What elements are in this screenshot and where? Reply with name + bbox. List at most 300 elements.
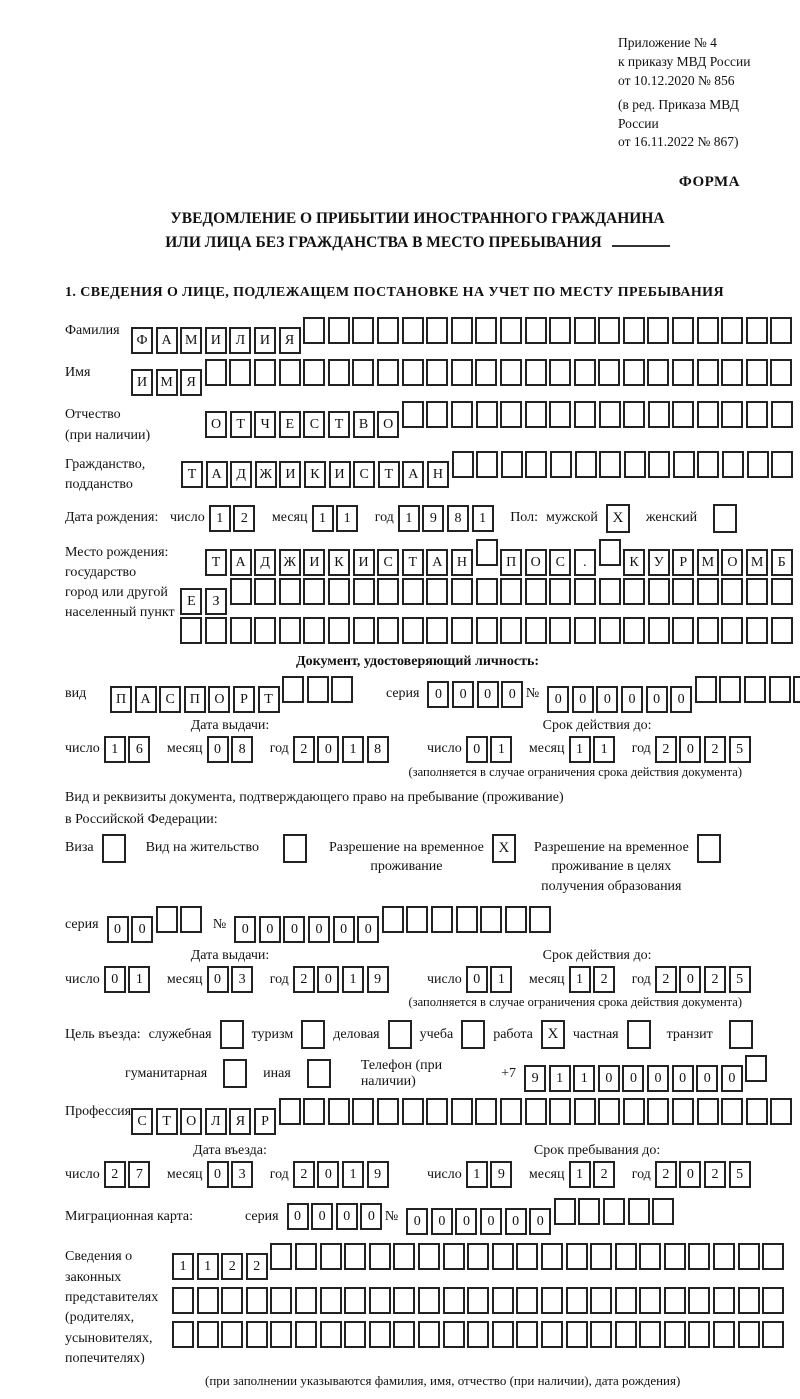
char-box[interactable]: Т [156,1108,178,1135]
char-box[interactable] [246,1321,268,1348]
char-box[interactable]: 0 [360,1203,382,1230]
char-box[interactable]: 3 [231,966,253,993]
char-box[interactable] [746,359,768,386]
char-box[interactable] [697,617,719,644]
char-box[interactable] [475,1098,497,1125]
char-box[interactable]: Д [230,461,252,488]
char-box[interactable]: 8 [367,736,389,763]
char-box[interactable] [574,359,596,386]
char-box[interactable]: 0 [104,966,126,993]
char-box[interactable]: 1 [569,736,591,763]
char-box[interactable] [697,317,719,344]
char-box[interactable] [505,906,527,933]
char-box[interactable] [480,906,502,933]
char-box[interactable]: 1 [549,1065,571,1092]
char-box[interactable] [695,676,717,703]
char-box[interactable]: У [648,549,670,576]
char-box[interactable]: 1 [336,505,358,532]
char-box[interactable]: 0 [317,966,339,993]
char-box[interactable] [476,617,498,644]
char-box[interactable] [664,1287,686,1314]
char-box[interactable]: С [377,549,399,576]
char-box[interactable]: С [131,1108,153,1135]
char-box[interactable]: 1 [128,966,150,993]
char-box[interactable] [549,359,571,386]
residence-permit-checkbox[interactable] [283,834,307,863]
char-box[interactable]: 1 [490,966,512,993]
char-box[interactable] [254,359,276,386]
char-box[interactable] [639,1321,661,1348]
char-box[interactable] [697,451,719,478]
char-box[interactable]: И [279,461,301,488]
char-box[interactable]: 1 [342,966,364,993]
char-box[interactable]: Ж [255,461,277,488]
char-box[interactable]: И [254,327,276,354]
char-box[interactable]: Н [427,461,449,488]
char-box[interactable]: 1 [573,1065,595,1092]
char-box[interactable] [156,906,178,933]
purpose-work-checkbox[interactable]: X [541,1020,565,1049]
char-box[interactable] [598,359,620,386]
char-box[interactable] [762,1243,784,1270]
char-box[interactable]: 1 [569,1161,591,1188]
char-box[interactable] [229,359,251,386]
char-box[interactable]: О [180,1108,202,1135]
char-box[interactable]: 0 [646,686,668,713]
char-box[interactable] [270,1243,292,1270]
char-box[interactable]: 0 [647,1065,669,1092]
char-box[interactable] [451,401,473,428]
char-box[interactable]: 0 [317,1161,339,1188]
char-box[interactable]: 0 [622,1065,644,1092]
char-box[interactable] [599,617,621,644]
char-box[interactable] [541,1287,563,1314]
char-box[interactable] [418,1243,440,1270]
char-box[interactable]: 0 [311,1203,333,1230]
char-box[interactable]: 0 [259,916,281,943]
char-box[interactable] [721,317,743,344]
char-box[interactable]: И [303,549,325,576]
char-box[interactable] [197,1287,219,1314]
char-box[interactable] [549,617,571,644]
char-box[interactable]: 1 [312,505,334,532]
char-box[interactable] [590,1321,612,1348]
char-box[interactable] [500,359,522,386]
char-box[interactable] [793,676,800,703]
char-box[interactable]: К [623,549,645,576]
char-box[interactable]: 0 [107,916,129,943]
char-box[interactable]: М [697,549,719,576]
char-box[interactable] [771,617,793,644]
char-box[interactable] [402,578,424,605]
char-box[interactable]: 1 [342,736,364,763]
char-box[interactable] [598,317,620,344]
char-box[interactable]: 0 [679,736,701,763]
char-box[interactable] [549,578,571,605]
char-box[interactable] [492,1243,514,1270]
char-box[interactable] [303,578,325,605]
char-box[interactable]: О [721,549,743,576]
char-box[interactable] [771,451,793,478]
char-box[interactable] [549,317,571,344]
char-box[interactable]: 0 [207,736,229,763]
char-box[interactable]: 7 [128,1161,150,1188]
char-box[interactable] [282,676,304,703]
char-box[interactable]: З [205,588,227,615]
char-box[interactable]: Б [771,549,793,576]
char-box[interactable] [574,578,596,605]
char-box[interactable] [672,1098,694,1125]
char-box[interactable]: А [230,549,252,576]
char-box[interactable]: 2 [704,966,726,993]
char-box[interactable] [566,1287,588,1314]
char-box[interactable]: Р [254,1108,276,1135]
char-box[interactable] [738,1243,760,1270]
purpose-private-checkbox[interactable] [627,1020,651,1049]
char-box[interactable] [719,676,741,703]
char-box[interactable]: 1 [569,966,591,993]
char-box[interactable] [303,317,325,344]
char-box[interactable]: Т [328,411,350,438]
char-box[interactable] [254,617,276,644]
char-box[interactable] [467,1243,489,1270]
char-box[interactable]: 2 [246,1253,268,1280]
char-box[interactable] [745,1055,767,1082]
char-box[interactable]: Ж [279,549,301,576]
char-box[interactable]: 0 [598,1065,620,1092]
char-box[interactable]: 2 [593,966,615,993]
char-box[interactable]: 0 [317,736,339,763]
char-box[interactable]: 0 [452,681,474,708]
char-box[interactable] [516,1243,538,1270]
purpose-other-checkbox[interactable] [307,1059,331,1088]
char-box[interactable] [549,1098,571,1125]
char-box[interactable] [295,1321,317,1348]
char-box[interactable]: 0 [427,681,449,708]
char-box[interactable] [352,1098,374,1125]
char-box[interactable] [713,1287,735,1314]
char-box[interactable]: 0 [466,966,488,993]
char-box[interactable] [623,578,645,605]
char-box[interactable] [647,1098,669,1125]
char-box[interactable] [246,1287,268,1314]
char-box[interactable]: 2 [104,1161,126,1188]
char-box[interactable]: А [426,549,448,576]
char-box[interactable] [554,1198,576,1225]
char-box[interactable]: Т [181,461,203,488]
char-box[interactable]: 3 [231,1161,253,1188]
char-box[interactable]: М [746,549,768,576]
char-box[interactable] [279,578,301,605]
char-box[interactable] [426,1098,448,1125]
char-box[interactable] [566,1321,588,1348]
char-box[interactable]: 2 [704,736,726,763]
char-box[interactable]: О [525,549,547,576]
char-box[interactable]: Т [402,549,424,576]
char-box[interactable] [598,1098,620,1125]
char-box[interactable]: 0 [406,1208,428,1235]
char-box[interactable] [574,1098,596,1125]
char-box[interactable] [418,1321,440,1348]
char-box[interactable] [738,1321,760,1348]
char-box[interactable] [500,617,522,644]
char-box[interactable] [426,359,448,386]
char-box[interactable] [295,1287,317,1314]
char-box[interactable] [467,1287,489,1314]
char-box[interactable] [771,578,793,605]
char-box[interactable] [672,578,694,605]
char-box[interactable] [639,1243,661,1270]
char-box[interactable] [721,1098,743,1125]
char-box[interactable]: 1 [593,736,615,763]
char-box[interactable] [456,906,478,933]
char-box[interactable] [426,317,448,344]
char-box[interactable] [172,1321,194,1348]
char-box[interactable]: И [131,369,153,396]
char-box[interactable]: 0 [283,916,305,943]
edu-permit-checkbox[interactable] [697,834,721,863]
char-box[interactable] [615,1287,637,1314]
char-box[interactable] [270,1287,292,1314]
char-box[interactable] [303,359,325,386]
char-box[interactable] [721,578,743,605]
char-box[interactable] [344,1287,366,1314]
char-box[interactable] [431,906,453,933]
char-box[interactable] [320,1287,342,1314]
char-box[interactable] [172,1287,194,1314]
char-box[interactable] [599,539,621,566]
char-box[interactable]: С [303,411,325,438]
char-box[interactable]: 0 [529,1208,551,1235]
char-box[interactable]: М [156,369,178,396]
char-box[interactable]: 0 [207,1161,229,1188]
char-box[interactable] [525,578,547,605]
char-box[interactable] [393,1243,415,1270]
char-box[interactable] [230,578,252,605]
char-box[interactable] [402,317,424,344]
purpose-official-checkbox[interactable] [220,1020,244,1049]
char-box[interactable] [673,451,695,478]
char-box[interactable]: Р [672,549,694,576]
char-box[interactable] [623,1098,645,1125]
char-box[interactable] [476,578,498,605]
char-box[interactable]: С [353,461,375,488]
char-box[interactable] [664,1321,686,1348]
temp-permit-checkbox[interactable]: X [492,834,516,863]
char-box[interactable]: Д [254,549,276,576]
char-box[interactable] [197,1321,219,1348]
char-box[interactable] [770,1098,792,1125]
char-box[interactable] [771,401,793,428]
char-box[interactable] [516,1287,538,1314]
char-box[interactable] [713,1243,735,1270]
char-box[interactable] [476,539,498,566]
char-box[interactable] [500,401,522,428]
char-box[interactable] [529,906,551,933]
char-box[interactable] [623,617,645,644]
char-box[interactable]: 0 [336,1203,358,1230]
char-box[interactable] [205,359,227,386]
char-box[interactable] [652,1198,674,1225]
char-box[interactable] [746,617,768,644]
char-box[interactable] [254,578,276,605]
char-box[interactable]: 1 [342,1161,364,1188]
char-box[interactable]: А [402,461,424,488]
char-box[interactable] [377,1098,399,1125]
char-box[interactable]: 2 [704,1161,726,1188]
char-box[interactable]: 1 [104,736,126,763]
char-box[interactable]: Л [229,327,251,354]
char-box[interactable] [628,1198,650,1225]
char-box[interactable]: 0 [621,686,643,713]
char-box[interactable] [377,359,399,386]
char-box[interactable] [500,317,522,344]
char-box[interactable] [377,578,399,605]
char-box[interactable] [647,359,669,386]
char-box[interactable] [369,1321,391,1348]
char-box[interactable]: 0 [480,1208,502,1235]
char-box[interactable] [402,401,424,428]
char-box[interactable] [402,359,424,386]
char-box[interactable] [328,359,350,386]
purpose-business-checkbox[interactable] [388,1020,412,1049]
char-box[interactable]: М [180,327,202,354]
purpose-tourism-checkbox[interactable] [301,1020,325,1049]
char-box[interactable] [599,451,621,478]
char-box[interactable]: 0 [477,681,499,708]
gender-male-checkbox[interactable]: X [606,504,630,533]
char-box[interactable]: О [208,686,230,713]
char-box[interactable]: Т [378,461,400,488]
visa-checkbox[interactable] [102,834,126,863]
char-box[interactable]: П [184,686,206,713]
char-box[interactable]: 2 [293,966,315,993]
char-box[interactable]: 0 [333,916,355,943]
gender-female-checkbox[interactable] [713,504,737,533]
char-box[interactable] [443,1321,465,1348]
char-box[interactable]: 2 [593,1161,615,1188]
char-box[interactable]: 0 [287,1203,309,1230]
char-box[interactable]: 9 [367,1161,389,1188]
char-box[interactable]: 9 [422,505,444,532]
char-box[interactable] [328,1098,350,1125]
char-box[interactable] [393,1321,415,1348]
char-box[interactable]: А [156,327,178,354]
char-box[interactable] [451,578,473,605]
char-box[interactable] [525,359,547,386]
char-box[interactable] [352,317,374,344]
char-box[interactable]: Я [180,369,202,396]
purpose-humanitarian-checkbox[interactable] [223,1059,247,1088]
char-box[interactable]: 0 [234,916,256,943]
char-box[interactable]: 0 [131,916,153,943]
char-box[interactable]: 0 [679,966,701,993]
char-box[interactable] [443,1243,465,1270]
char-box[interactable] [541,1243,563,1270]
char-box[interactable] [623,359,645,386]
char-box[interactable]: 0 [696,1065,718,1092]
char-box[interactable] [221,1321,243,1348]
char-box[interactable] [697,401,719,428]
char-box[interactable] [377,317,399,344]
char-box[interactable]: 6 [128,736,150,763]
char-box[interactable] [501,451,523,478]
char-box[interactable] [344,1321,366,1348]
char-box[interactable] [769,676,791,703]
char-box[interactable] [426,401,448,428]
char-box[interactable] [180,906,202,933]
char-box[interactable] [549,401,571,428]
char-box[interactable] [770,317,792,344]
char-box[interactable] [344,1243,366,1270]
char-box[interactable] [320,1321,342,1348]
char-box[interactable]: 1 [472,505,494,532]
char-box[interactable]: И [329,461,351,488]
char-box[interactable] [426,578,448,605]
char-box[interactable] [647,317,669,344]
char-box[interactable] [451,1098,473,1125]
char-box[interactable]: Т [230,411,252,438]
char-box[interactable]: 5 [729,966,751,993]
char-box[interactable] [624,451,646,478]
char-box[interactable]: 2 [233,505,255,532]
char-box[interactable] [525,401,547,428]
char-box[interactable] [590,1287,612,1314]
char-box[interactable]: 0 [547,686,569,713]
char-box[interactable] [451,617,473,644]
char-box[interactable] [320,1243,342,1270]
char-box[interactable] [672,401,694,428]
char-box[interactable] [648,578,670,605]
char-box[interactable] [615,1321,637,1348]
char-box[interactable]: 2 [293,1161,315,1188]
char-box[interactable] [746,1098,768,1125]
char-box[interactable]: Р [233,686,255,713]
char-box[interactable]: Я [279,327,301,354]
char-box[interactable] [476,451,498,478]
char-box[interactable] [500,578,522,605]
char-box[interactable]: . [574,549,596,576]
char-box[interactable] [623,317,645,344]
char-box[interactable] [352,359,374,386]
char-box[interactable] [672,617,694,644]
char-box[interactable] [328,317,350,344]
char-box[interactable]: 1 [197,1253,219,1280]
char-box[interactable] [180,617,202,644]
char-box[interactable]: 0 [672,1065,694,1092]
char-box[interactable] [279,617,301,644]
char-box[interactable] [475,317,497,344]
char-box[interactable] [230,617,252,644]
char-box[interactable] [722,451,744,478]
char-box[interactable]: 9 [490,1161,512,1188]
char-box[interactable] [443,1287,465,1314]
char-box[interactable]: А [206,461,228,488]
char-box[interactable] [672,359,694,386]
char-box[interactable] [353,617,375,644]
char-box[interactable] [697,578,719,605]
char-box[interactable] [574,617,596,644]
char-box[interactable] [721,401,743,428]
char-box[interactable]: 9 [524,1065,546,1092]
char-box[interactable]: 0 [572,686,594,713]
char-box[interactable]: 2 [221,1253,243,1280]
char-box[interactable] [303,1098,325,1125]
char-box[interactable]: 1 [490,736,512,763]
char-box[interactable] [467,1321,489,1348]
char-box[interactable] [590,1243,612,1270]
char-box[interactable]: 0 [466,736,488,763]
